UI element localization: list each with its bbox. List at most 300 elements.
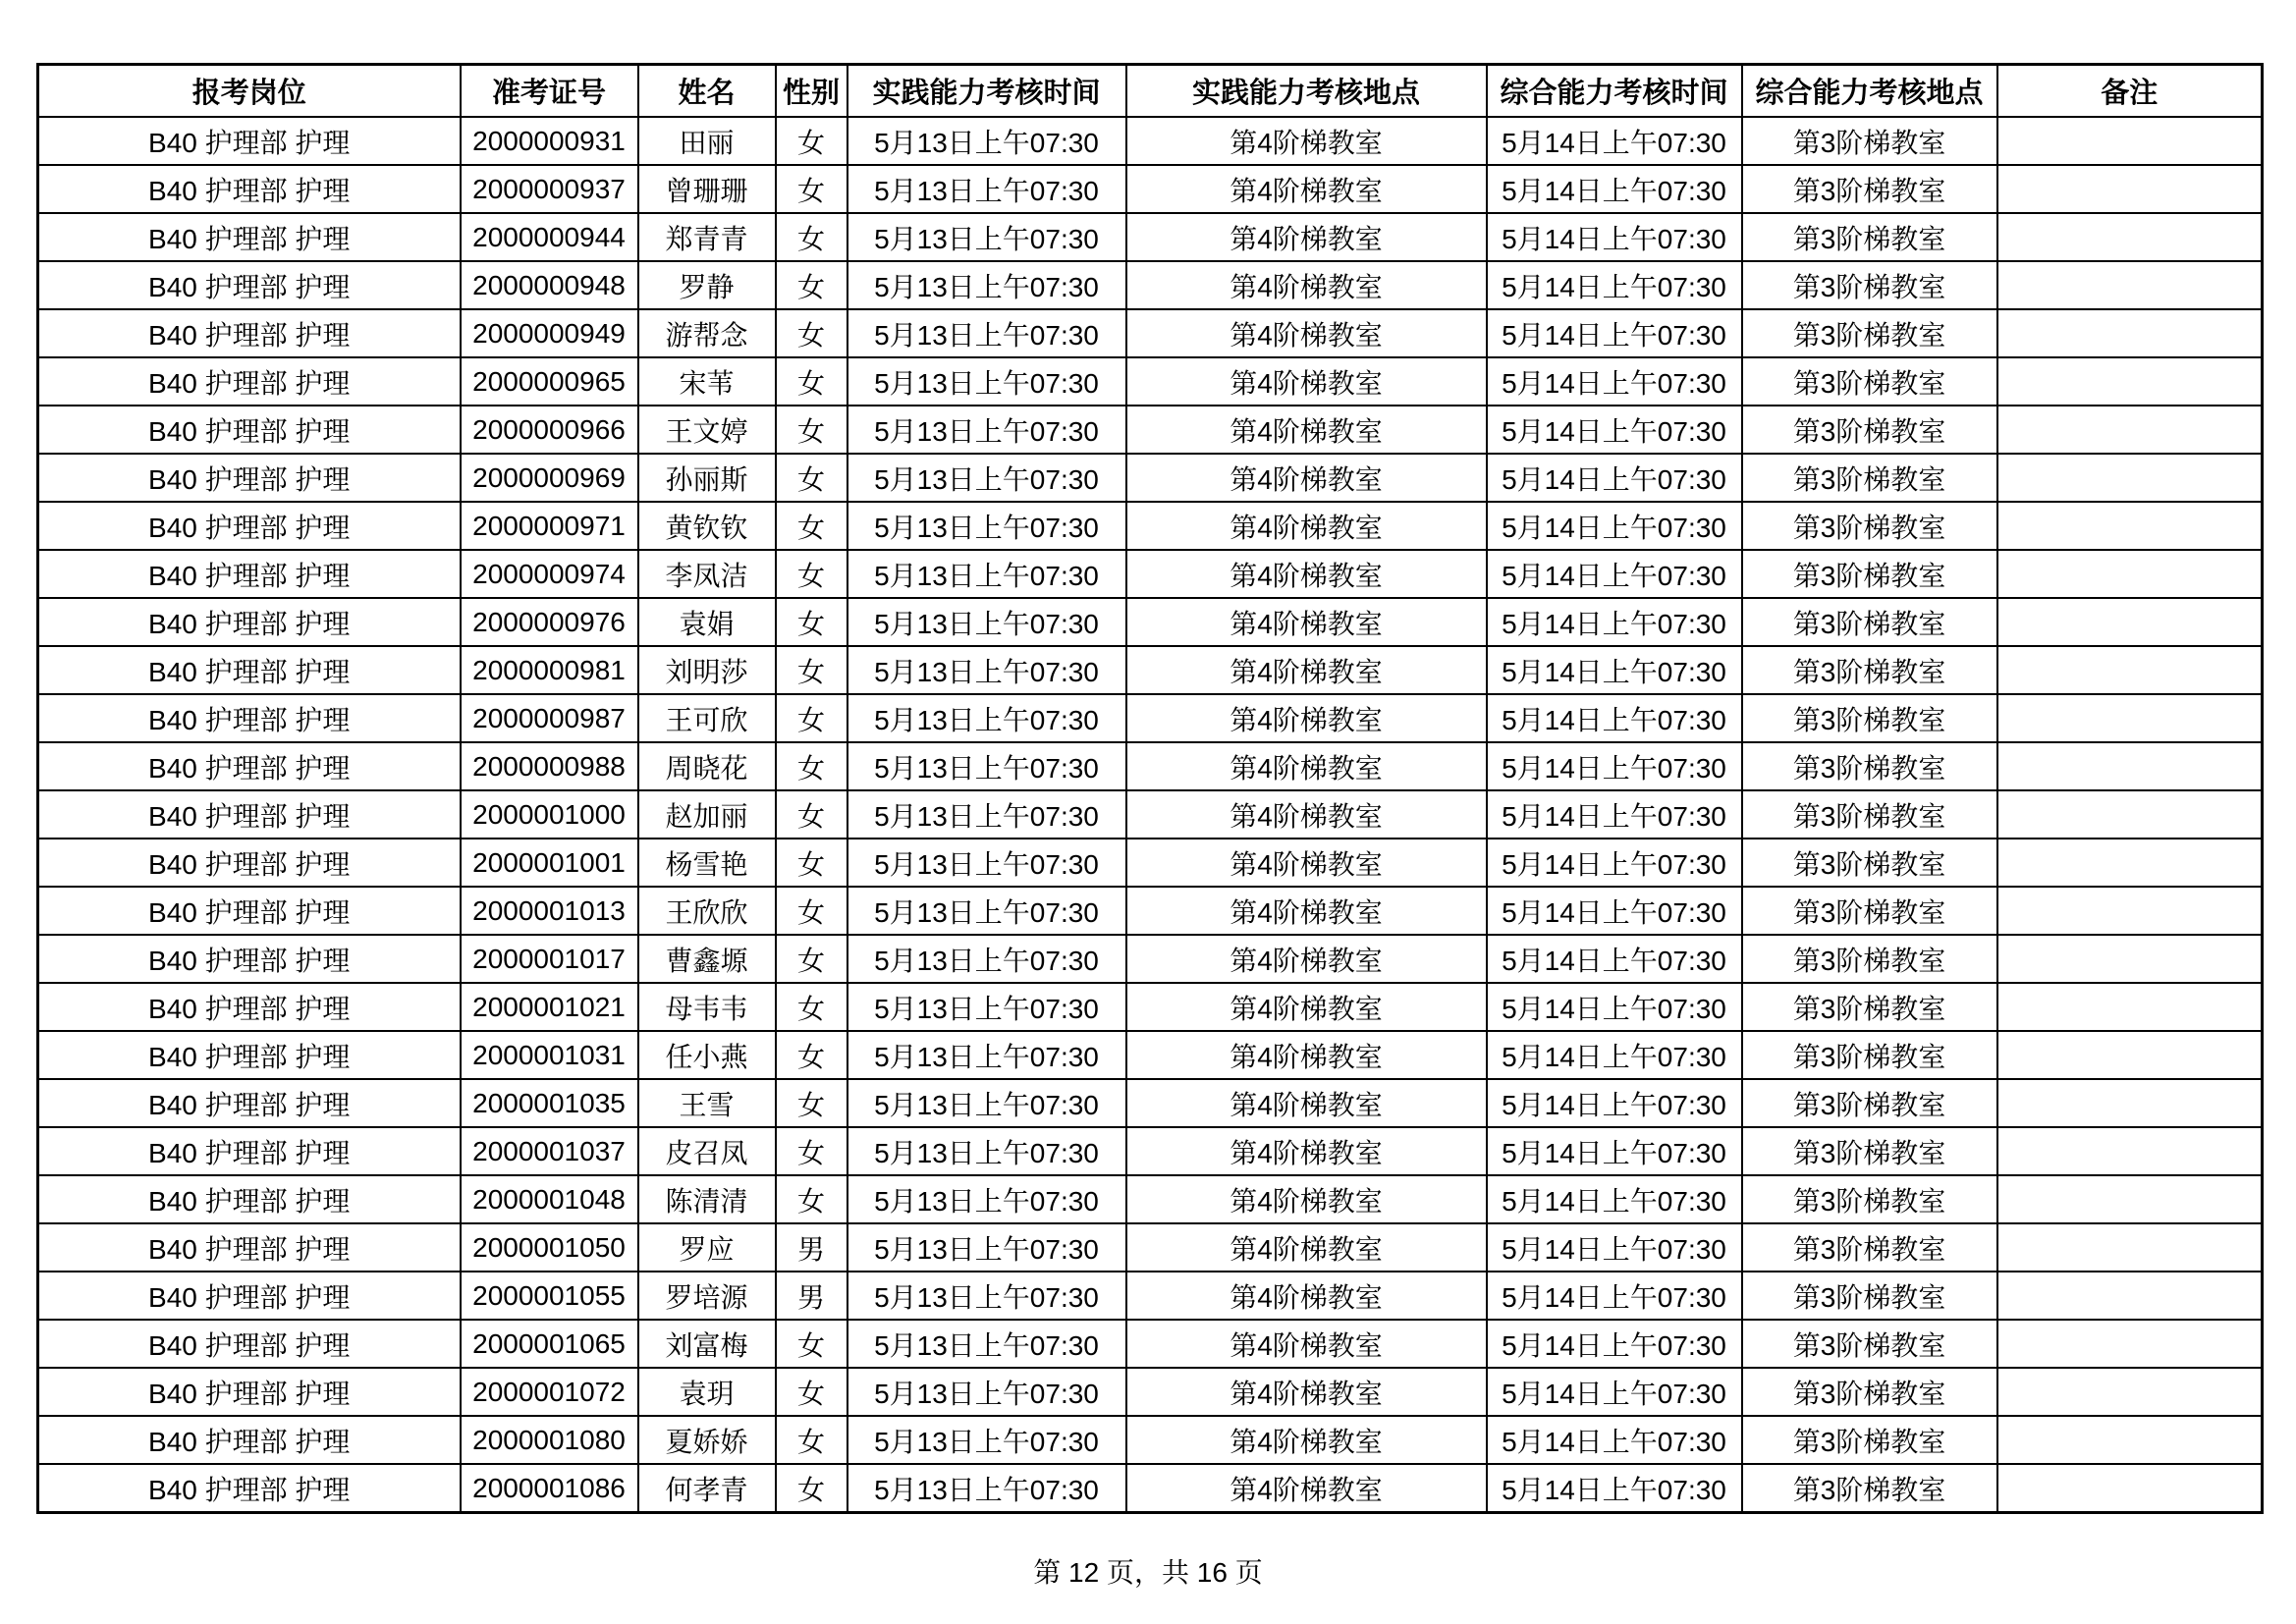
- cell-comprehensive-location: 第3阶梯教室: [1742, 1223, 1997, 1272]
- cell-name: 罗应: [638, 1223, 776, 1272]
- cell-comprehensive-location: 第3阶梯教室: [1742, 887, 1997, 935]
- table-row: [38, 502, 2263, 550]
- cell-position: B40 护理部 护理: [38, 1416, 461, 1464]
- cell-comprehensive-location: 第3阶梯教室: [1742, 1031, 1997, 1079]
- cell-remarks: [1997, 1175, 2263, 1223]
- cell-gender: 女: [776, 935, 847, 983]
- cell-practical-time: 5月13日上午07:30: [847, 1223, 1126, 1272]
- table-row: [38, 935, 2263, 983]
- cell-position: B40 护理部 护理: [38, 1272, 461, 1320]
- cell-practical-location: 第4阶梯教室: [1126, 1223, 1487, 1272]
- exam-schedule-table: [36, 63, 2264, 1514]
- cell-practical-time: 5月13日上午07:30: [847, 1175, 1126, 1223]
- cell-position: B40 护理部 护理: [38, 1175, 461, 1223]
- cell-comprehensive-location: 第3阶梯教室: [1742, 1416, 1997, 1464]
- cell-gender: 女: [776, 887, 847, 935]
- cell-position: B40 护理部 护理: [38, 790, 461, 839]
- header-comprehensive-time: 综合能力考核时间: [1487, 65, 1742, 118]
- cell-comprehensive-location: 第3阶梯教室: [1742, 1272, 1997, 1320]
- cell-remarks: [1997, 117, 2263, 165]
- cell-comprehensive-time: 5月14日上午07:30: [1487, 790, 1742, 839]
- cell-name: 任小燕: [638, 1031, 776, 1079]
- cell-name: 田丽: [638, 117, 776, 165]
- cell-gender: 女: [776, 357, 847, 406]
- cell-name: 袁玥: [638, 1368, 776, 1416]
- cell-comprehensive-time: 5月14日上午07:30: [1487, 1464, 1742, 1513]
- cell-name: 孙丽斯: [638, 454, 776, 502]
- cell-practical-location: 第4阶梯教室: [1126, 1272, 1487, 1320]
- cell-name: 游帮念: [638, 309, 776, 357]
- cell-practical-time: 5月13日上午07:30: [847, 742, 1126, 790]
- cell-comprehensive-location: 第3阶梯教室: [1742, 983, 1997, 1031]
- cell-name: 刘富梅: [638, 1320, 776, 1368]
- cell-comprehensive-location: 第3阶梯教室: [1742, 309, 1997, 357]
- cell-comprehensive-time: 5月14日上午07:30: [1487, 309, 1742, 357]
- cell-ticket-number: 2000001050: [461, 1223, 638, 1272]
- cell-practical-time: 5月13日上午07:30: [847, 935, 1126, 983]
- cell-ticket-number: 2000000969: [461, 454, 638, 502]
- cell-name: 王欣欣: [638, 887, 776, 935]
- cell-ticket-number: 2000001072: [461, 1368, 638, 1416]
- cell-gender: 女: [776, 1031, 847, 1079]
- cell-practical-location: 第4阶梯教室: [1126, 598, 1487, 646]
- cell-gender: 女: [776, 1464, 847, 1513]
- table-row: [38, 454, 2263, 502]
- cell-ticket-number: 2000000937: [461, 165, 638, 213]
- table-row: [38, 1416, 2263, 1464]
- cell-ticket-number: 2000000971: [461, 502, 638, 550]
- cell-position: B40 护理部 护理: [38, 1464, 461, 1513]
- header-position: 报考岗位: [38, 65, 461, 118]
- cell-remarks: [1997, 1127, 2263, 1175]
- cell-practical-time: 5月13日上午07:30: [847, 165, 1126, 213]
- cell-practical-time: 5月13日上午07:30: [847, 213, 1126, 261]
- cell-practical-time: 5月13日上午07:30: [847, 502, 1126, 550]
- cell-remarks: [1997, 1368, 2263, 1416]
- cell-practical-location: 第4阶梯教室: [1126, 1464, 1487, 1513]
- cell-gender: 女: [776, 117, 847, 165]
- cell-comprehensive-time: 5月14日上午07:30: [1487, 887, 1742, 935]
- cell-comprehensive-time: 5月14日上午07:30: [1487, 1127, 1742, 1175]
- table-row: [38, 839, 2263, 887]
- cell-comprehensive-location: 第3阶梯教室: [1742, 935, 1997, 983]
- cell-practical-location: 第4阶梯教室: [1126, 117, 1487, 165]
- cell-practical-location: 第4阶梯教室: [1126, 694, 1487, 742]
- cell-comprehensive-time: 5月14日上午07:30: [1487, 598, 1742, 646]
- cell-gender: 女: [776, 550, 847, 598]
- cell-practical-time: 5月13日上午07:30: [847, 309, 1126, 357]
- cell-practical-location: 第4阶梯教室: [1126, 309, 1487, 357]
- cell-remarks: [1997, 261, 2263, 309]
- cell-comprehensive-time: 5月14日上午07:30: [1487, 165, 1742, 213]
- cell-remarks: [1997, 165, 2263, 213]
- cell-remarks: [1997, 357, 2263, 406]
- cell-remarks: [1997, 790, 2263, 839]
- cell-remarks: [1997, 1223, 2263, 1272]
- table-row: [38, 598, 2263, 646]
- table-row: [38, 309, 2263, 357]
- cell-position: B40 护理部 护理: [38, 646, 461, 694]
- cell-comprehensive-location: 第3阶梯教室: [1742, 357, 1997, 406]
- cell-practical-time: 5月13日上午07:30: [847, 983, 1126, 1031]
- cell-comprehensive-time: 5月14日上午07:30: [1487, 1320, 1742, 1368]
- table-header-row: [38, 65, 2263, 118]
- cell-comprehensive-time: 5月14日上午07:30: [1487, 454, 1742, 502]
- cell-gender: 女: [776, 646, 847, 694]
- cell-ticket-number: 2000001017: [461, 935, 638, 983]
- cell-practical-location: 第4阶梯教室: [1126, 1079, 1487, 1127]
- cell-gender: 女: [776, 406, 847, 454]
- cell-gender: 女: [776, 694, 847, 742]
- table-row: [38, 694, 2263, 742]
- cell-practical-location: 第4阶梯教室: [1126, 742, 1487, 790]
- cell-name: 杨雪艳: [638, 839, 776, 887]
- cell-remarks: [1997, 742, 2263, 790]
- table-row: [38, 790, 2263, 839]
- table-row: [38, 742, 2263, 790]
- cell-practical-time: 5月13日上午07:30: [847, 550, 1126, 598]
- cell-name: 刘明莎: [638, 646, 776, 694]
- table-row: [38, 983, 2263, 1031]
- header-practical-location: 实践能力考核地点: [1126, 65, 1487, 118]
- cell-practical-location: 第4阶梯教室: [1126, 790, 1487, 839]
- cell-gender: 男: [776, 1272, 847, 1320]
- cell-ticket-number: 2000000987: [461, 694, 638, 742]
- cell-practical-location: 第4阶梯教室: [1126, 357, 1487, 406]
- cell-name: 何孝青: [638, 1464, 776, 1513]
- cell-ticket-number: 2000000944: [461, 213, 638, 261]
- cell-comprehensive-location: 第3阶梯教室: [1742, 117, 1997, 165]
- cell-comprehensive-location: 第3阶梯教室: [1742, 1079, 1997, 1127]
- cell-comprehensive-time: 5月14日上午07:30: [1487, 261, 1742, 309]
- cell-practical-location: 第4阶梯教室: [1126, 646, 1487, 694]
- cell-practical-time: 5月13日上午07:30: [847, 1127, 1126, 1175]
- cell-comprehensive-time: 5月14日上午07:30: [1487, 502, 1742, 550]
- cell-ticket-number: 2000000949: [461, 309, 638, 357]
- cell-comprehensive-time: 5月14日上午07:30: [1487, 1416, 1742, 1464]
- cell-position: B40 护理部 护理: [38, 742, 461, 790]
- cell-gender: 女: [776, 165, 847, 213]
- cell-remarks: [1997, 1272, 2263, 1320]
- cell-comprehensive-time: 5月14日上午07:30: [1487, 1031, 1742, 1079]
- cell-remarks: [1997, 935, 2263, 983]
- cell-position: B40 护理部 护理: [38, 261, 461, 309]
- cell-practical-location: 第4阶梯教室: [1126, 1175, 1487, 1223]
- cell-comprehensive-location: 第3阶梯教室: [1742, 1320, 1997, 1368]
- cell-practical-time: 5月13日上午07:30: [847, 357, 1126, 406]
- cell-name: 周晓花: [638, 742, 776, 790]
- cell-position: B40 护理部 护理: [38, 1223, 461, 1272]
- cell-ticket-number: 2000001086: [461, 1464, 638, 1513]
- cell-practical-time: 5月13日上午07:30: [847, 694, 1126, 742]
- cell-comprehensive-time: 5月14日上午07:30: [1487, 839, 1742, 887]
- table-row: [38, 1079, 2263, 1127]
- cell-comprehensive-time: 5月14日上午07:30: [1487, 550, 1742, 598]
- cell-comprehensive-location: 第3阶梯教室: [1742, 598, 1997, 646]
- cell-ticket-number: 2000001001: [461, 839, 638, 887]
- cell-practical-location: 第4阶梯教室: [1126, 165, 1487, 213]
- cell-practical-time: 5月13日上午07:30: [847, 1320, 1126, 1368]
- cell-comprehensive-location: 第3阶梯教室: [1742, 165, 1997, 213]
- cell-remarks: [1997, 646, 2263, 694]
- cell-position: B40 护理部 护理: [38, 935, 461, 983]
- cell-position: B40 护理部 护理: [38, 1368, 461, 1416]
- cell-comprehensive-location: 第3阶梯教室: [1742, 839, 1997, 887]
- cell-practical-time: 5月13日上午07:30: [847, 839, 1126, 887]
- cell-ticket-number: 2000001021: [461, 983, 638, 1031]
- cell-practical-location: 第4阶梯教室: [1126, 935, 1487, 983]
- cell-practical-location: 第4阶梯教室: [1126, 887, 1487, 935]
- cell-name: 黄钦钦: [638, 502, 776, 550]
- cell-comprehensive-time: 5月14日上午07:30: [1487, 117, 1742, 165]
- cell-gender: 男: [776, 1223, 847, 1272]
- cell-position: B40 护理部 护理: [38, 1031, 461, 1079]
- cell-comprehensive-location: 第3阶梯教室: [1742, 742, 1997, 790]
- table-row: [38, 1464, 2263, 1513]
- cell-comprehensive-time: 5月14日上午07:30: [1487, 1368, 1742, 1416]
- cell-practical-location: 第4阶梯教室: [1126, 406, 1487, 454]
- cell-remarks: [1997, 598, 2263, 646]
- table-row: [38, 1320, 2263, 1368]
- cell-comprehensive-time: 5月14日上午07:30: [1487, 1079, 1742, 1127]
- cell-comprehensive-location: 第3阶梯教室: [1742, 1368, 1997, 1416]
- table-body: [38, 117, 2263, 1513]
- table-row: [38, 1368, 2263, 1416]
- cell-gender: 女: [776, 983, 847, 1031]
- cell-ticket-number: 2000000966: [461, 406, 638, 454]
- cell-ticket-number: 2000000988: [461, 742, 638, 790]
- cell-comprehensive-time: 5月14日上午07:30: [1487, 935, 1742, 983]
- cell-gender: 女: [776, 1320, 847, 1368]
- cell-position: B40 护理部 护理: [38, 983, 461, 1031]
- cell-comprehensive-location: 第3阶梯教室: [1742, 213, 1997, 261]
- table-row: [38, 887, 2263, 935]
- cell-practical-time: 5月13日上午07:30: [847, 117, 1126, 165]
- table-row: [38, 1223, 2263, 1272]
- cell-gender: 女: [776, 213, 847, 261]
- cell-name: 宋苇: [638, 357, 776, 406]
- cell-gender: 女: [776, 454, 847, 502]
- cell-gender: 女: [776, 839, 847, 887]
- cell-name: 王文婷: [638, 406, 776, 454]
- table-row: [38, 1031, 2263, 1079]
- cell-position: B40 护理部 护理: [38, 598, 461, 646]
- cell-remarks: [1997, 1031, 2263, 1079]
- cell-comprehensive-location: 第3阶梯教室: [1742, 406, 1997, 454]
- cell-position: B40 护理部 护理: [38, 454, 461, 502]
- cell-gender: 女: [776, 309, 847, 357]
- cell-ticket-number: 2000000931: [461, 117, 638, 165]
- cell-practical-time: 5月13日上午07:30: [847, 1368, 1126, 1416]
- cell-practical-time: 5月13日上午07:30: [847, 1031, 1126, 1079]
- cell-comprehensive-location: 第3阶梯教室: [1742, 646, 1997, 694]
- cell-comprehensive-time: 5月14日上午07:30: [1487, 406, 1742, 454]
- cell-gender: 女: [776, 1416, 847, 1464]
- cell-position: B40 护理部 护理: [38, 213, 461, 261]
- cell-remarks: [1997, 887, 2263, 935]
- table-row: [38, 261, 2263, 309]
- cell-name: 曹鑫塬: [638, 935, 776, 983]
- cell-ticket-number: 2000000974: [461, 550, 638, 598]
- cell-position: B40 护理部 护理: [38, 550, 461, 598]
- cell-ticket-number: 2000001055: [461, 1272, 638, 1320]
- cell-remarks: [1997, 1320, 2263, 1368]
- cell-comprehensive-location: 第3阶梯教室: [1742, 261, 1997, 309]
- cell-ticket-number: 2000000976: [461, 598, 638, 646]
- cell-practical-location: 第4阶梯教室: [1126, 454, 1487, 502]
- table-row: [38, 117, 2263, 165]
- cell-name: 母韦韦: [638, 983, 776, 1031]
- cell-practical-time: 5月13日上午07:30: [847, 887, 1126, 935]
- cell-name: 曾珊珊: [638, 165, 776, 213]
- cell-remarks: [1997, 983, 2263, 1031]
- cell-remarks: [1997, 550, 2263, 598]
- cell-practical-time: 5月13日上午07:30: [847, 261, 1126, 309]
- table-row: [38, 1272, 2263, 1320]
- cell-practical-time: 5月13日上午07:30: [847, 646, 1126, 694]
- table-row: [38, 646, 2263, 694]
- cell-practical-time: 5月13日上午07:30: [847, 1272, 1126, 1320]
- cell-comprehensive-time: 5月14日上午07:30: [1487, 646, 1742, 694]
- table-row: [38, 406, 2263, 454]
- cell-practical-time: 5月13日上午07:30: [847, 1464, 1126, 1513]
- header-comprehensive-location: 综合能力考核地点: [1742, 65, 1997, 118]
- cell-position: B40 护理部 护理: [38, 694, 461, 742]
- cell-name: 李凤洁: [638, 550, 776, 598]
- cell-practical-location: 第4阶梯教室: [1126, 261, 1487, 309]
- cell-remarks: [1997, 1079, 2263, 1127]
- cell-gender: 女: [776, 1368, 847, 1416]
- table-row: [38, 357, 2263, 406]
- header-name: 姓名: [638, 65, 776, 118]
- cell-practical-location: 第4阶梯教室: [1126, 1031, 1487, 1079]
- cell-practical-time: 5月13日上午07:30: [847, 1416, 1126, 1464]
- cell-name: 王可欣: [638, 694, 776, 742]
- cell-remarks: [1997, 694, 2263, 742]
- cell-practical-location: 第4阶梯教室: [1126, 550, 1487, 598]
- table-row: [38, 213, 2263, 261]
- cell-name: 皮召凤: [638, 1127, 776, 1175]
- cell-gender: 女: [776, 790, 847, 839]
- cell-ticket-number: 2000001031: [461, 1031, 638, 1079]
- header-remarks: 备注: [1997, 65, 2263, 118]
- table-row: [38, 165, 2263, 213]
- cell-practical-location: 第4阶梯教室: [1126, 502, 1487, 550]
- cell-comprehensive-time: 5月14日上午07:30: [1487, 694, 1742, 742]
- cell-comprehensive-location: 第3阶梯教室: [1742, 694, 1997, 742]
- cell-remarks: [1997, 454, 2263, 502]
- cell-remarks: [1997, 839, 2263, 887]
- cell-ticket-number: 2000001000: [461, 790, 638, 839]
- cell-remarks: [1997, 309, 2263, 357]
- cell-ticket-number: 2000001065: [461, 1320, 638, 1368]
- cell-ticket-number: 2000000965: [461, 357, 638, 406]
- cell-gender: 女: [776, 742, 847, 790]
- cell-comprehensive-time: 5月14日上午07:30: [1487, 983, 1742, 1031]
- cell-position: B40 护理部 护理: [38, 117, 461, 165]
- cell-ticket-number: 2000001013: [461, 887, 638, 935]
- cell-name: 陈清清: [638, 1175, 776, 1223]
- cell-position: B40 护理部 护理: [38, 309, 461, 357]
- cell-remarks: [1997, 406, 2263, 454]
- cell-comprehensive-location: 第3阶梯教室: [1742, 1464, 1997, 1513]
- cell-name: 王雪: [638, 1079, 776, 1127]
- cell-remarks: [1997, 213, 2263, 261]
- cell-name: 郑青青: [638, 213, 776, 261]
- cell-name: 赵加丽: [638, 790, 776, 839]
- cell-practical-location: 第4阶梯教室: [1126, 1416, 1487, 1464]
- cell-practical-location: 第4阶梯教室: [1126, 983, 1487, 1031]
- cell-practical-time: 5月13日上午07:30: [847, 406, 1126, 454]
- cell-position: B40 护理部 护理: [38, 1127, 461, 1175]
- cell-comprehensive-time: 5月14日上午07:30: [1487, 1223, 1742, 1272]
- cell-position: B40 护理部 护理: [38, 165, 461, 213]
- cell-name: 夏娇娇: [638, 1416, 776, 1464]
- table-row: [38, 1175, 2263, 1223]
- cell-position: B40 护理部 护理: [38, 502, 461, 550]
- cell-comprehensive-time: 5月14日上午07:30: [1487, 213, 1742, 261]
- cell-name: 罗静: [638, 261, 776, 309]
- cell-ticket-number: 2000001035: [461, 1079, 638, 1127]
- table-row: [38, 550, 2263, 598]
- cell-comprehensive-location: 第3阶梯教室: [1742, 454, 1997, 502]
- cell-remarks: [1997, 1464, 2263, 1513]
- cell-position: B40 护理部 护理: [38, 1079, 461, 1127]
- cell-ticket-number: 2000000948: [461, 261, 638, 309]
- cell-gender: 女: [776, 261, 847, 309]
- cell-gender: 女: [776, 1175, 847, 1223]
- cell-comprehensive-time: 5月14日上午07:30: [1487, 357, 1742, 406]
- cell-gender: 女: [776, 1079, 847, 1127]
- cell-practical-time: 5月13日上午07:30: [847, 1079, 1126, 1127]
- cell-ticket-number: 2000001080: [461, 1416, 638, 1464]
- cell-practical-time: 5月13日上午07:30: [847, 598, 1126, 646]
- cell-practical-location: 第4阶梯教室: [1126, 839, 1487, 887]
- cell-practical-time: 5月13日上午07:30: [847, 454, 1126, 502]
- cell-ticket-number: 2000001037: [461, 1127, 638, 1175]
- cell-comprehensive-time: 5月14日上午07:30: [1487, 1175, 1742, 1223]
- cell-gender: 女: [776, 598, 847, 646]
- cell-practical-time: 5月13日上午07:30: [847, 790, 1126, 839]
- cell-gender: 女: [776, 502, 847, 550]
- cell-remarks: [1997, 1416, 2263, 1464]
- cell-ticket-number: 2000000981: [461, 646, 638, 694]
- cell-comprehensive-time: 5月14日上午07:30: [1487, 742, 1742, 790]
- cell-practical-location: 第4阶梯教室: [1126, 213, 1487, 261]
- cell-practical-location: 第4阶梯教室: [1126, 1320, 1487, 1368]
- table-row: [38, 1127, 2263, 1175]
- cell-comprehensive-time: 5月14日上午07:30: [1487, 1272, 1742, 1320]
- cell-name: 袁娟: [638, 598, 776, 646]
- cell-remarks: [1997, 502, 2263, 550]
- cell-position: B40 护理部 护理: [38, 1320, 461, 1368]
- header-gender: 性别: [776, 65, 847, 118]
- cell-ticket-number: 2000001048: [461, 1175, 638, 1223]
- cell-position: B40 护理部 护理: [38, 839, 461, 887]
- header-practical-time: 实践能力考核时间: [847, 65, 1126, 118]
- cell-position: B40 护理部 护理: [38, 887, 461, 935]
- cell-gender: 女: [776, 1127, 847, 1175]
- cell-comprehensive-location: 第3阶梯教室: [1742, 502, 1997, 550]
- cell-position: B40 护理部 护理: [38, 357, 461, 406]
- cell-practical-location: 第4阶梯教室: [1126, 1127, 1487, 1175]
- page-number: 第 12 页，共 16 页: [1033, 1557, 1263, 1588]
- cell-practical-location: 第4阶梯教室: [1126, 1368, 1487, 1416]
- cell-comprehensive-location: 第3阶梯教室: [1742, 1175, 1997, 1223]
- cell-position: B40 护理部 护理: [38, 406, 461, 454]
- cell-comprehensive-location: 第3阶梯教室: [1742, 790, 1997, 839]
- header-ticket-number: 准考证号: [461, 65, 638, 118]
